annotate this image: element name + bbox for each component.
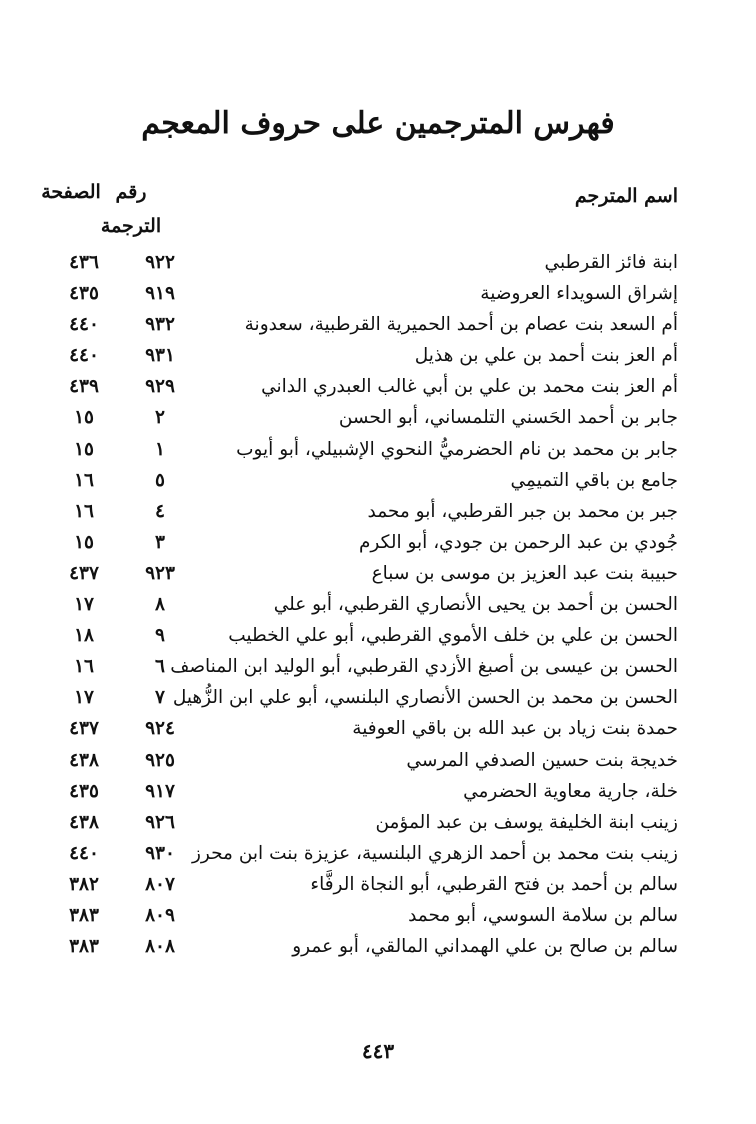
index-entry <box>0 434 756 465</box>
index-entry <box>0 309 756 340</box>
entry-number: ٩٢٢ <box>145 252 175 273</box>
entry-name: خلة، جارية معاوية الحضرمي <box>463 780 678 802</box>
entry-number: ٣ <box>155 531 165 553</box>
entry-page: ٤٣٧ <box>69 718 99 740</box>
index-entry <box>0 776 756 807</box>
entry-page: ٤٣٨ <box>69 811 99 833</box>
index-entry <box>0 527 756 558</box>
index-entry <box>0 247 756 278</box>
entry-name: الحسن بن علي بن خلف الأموي القرطبي، أبو علي الخطيب <box>228 625 678 647</box>
entry-page: ١٥ <box>74 531 94 553</box>
index-entry <box>0 402 756 433</box>
entry-name: زينب بنت محمد بن أحمد الزهري البلنسية، عزيزة بنت ابن محرز <box>191 842 678 864</box>
index-entry <box>0 931 756 962</box>
entry-number: ١ <box>155 438 165 460</box>
index-entry <box>0 807 756 838</box>
entry-name: أم العز بنت أحمد بن علي بن هذيل <box>414 345 678 367</box>
index-entry <box>0 900 756 931</box>
index-entry <box>0 682 756 713</box>
index-entry <box>0 651 756 682</box>
entry-number: ٨٠٩ <box>145 904 175 926</box>
entry-number: ٩٢٣ <box>145 562 175 584</box>
entry-number: ٨ <box>155 594 165 616</box>
index-entry <box>0 340 756 371</box>
entry-name: حمدة بنت زياد بن عبد الله بن باقي العوفية <box>352 718 678 740</box>
entry-name: جامع بن باقي التميمِي <box>510 469 678 491</box>
entry-name: ابنة فائز القرطبي <box>544 252 678 273</box>
entry-name: جابر بن أحمد الحَسني التلمساني، أبو الحسن <box>338 407 678 429</box>
entry-name: سالم بن صالح بن علي الهمداني المالقي، أبو عمرو <box>292 936 678 958</box>
entry-number: ٩١٧ <box>145 780 175 802</box>
entry-name: خديجة بنت حسين الصدفي المرسي <box>406 749 678 771</box>
entry-page: ١٥ <box>74 407 94 429</box>
entry-name: الحسن بن محمد بن الحسن الأنصاري البلنسي، أبو علي ابن الزُّهيل <box>172 687 678 709</box>
entry-page: ٣٨٣ <box>69 936 99 958</box>
entry-name: حبيبة بنت عبد العزيز بن موسى بن سباع <box>371 562 678 584</box>
entry-number: ٧ <box>155 687 165 709</box>
index-entry <box>0 713 756 744</box>
entry-name: جابر بن محمد بن نام الحضرميُّ النحوي الإشبيلي، أبو أيوب <box>236 438 678 460</box>
index-entry <box>0 745 756 776</box>
entry-page: ١٨ <box>74 625 94 647</box>
entry-page: ٤٣٨ <box>69 749 99 771</box>
index-entry <box>0 278 756 309</box>
entry-name: إشراق السويداء العروضية <box>480 283 678 305</box>
entry-page: ٣٨٣ <box>69 904 99 926</box>
entry-number: ٩٢٦ <box>145 811 175 833</box>
entry-page: ١٥ <box>74 438 94 460</box>
entry-page: ٤٤٠ <box>69 842 99 864</box>
entry-number: ٩٣١ <box>145 345 175 367</box>
entry-page: ٤٣٧ <box>69 562 99 584</box>
entry-name: جبر بن محمد بن جبر القرطبي، أبو محمد <box>367 500 678 522</box>
entry-page: ٤٣٥ <box>69 780 99 802</box>
entry-number: ٨٠٨ <box>145 936 175 958</box>
entry-number: ٩٣٢ <box>145 314 175 336</box>
entry-number: ٩٢٥ <box>145 749 175 771</box>
entry-page: ٣٨٢ <box>69 873 99 895</box>
index-entry <box>0 558 756 589</box>
index-list <box>0 247 756 962</box>
entry-name: سالم بن أحمد بن فتح القرطبي، أبو النجاة الرفَّاء <box>310 873 678 895</box>
entry-name: الحسن بن عيسى بن أصبغ الأزدي القرطبي، أبو الوليد ابن المناصف <box>170 656 678 678</box>
entry-number: ٩٢٤ <box>145 718 175 740</box>
entry-name: الحسن بن أحمد بن يحيى الأنصاري القرطبي، أبو علي <box>273 594 678 616</box>
entry-page: ٤٤٠ <box>69 345 99 367</box>
index-entry <box>0 589 756 620</box>
entry-page: ١٧ <box>74 594 94 616</box>
column-header-page: الصفحة <box>41 181 101 203</box>
entry-number: ٩ <box>155 625 165 647</box>
entry-name: أم العز بنت محمد بن علي بن أبي غالب العبدري الداني <box>261 376 678 398</box>
entry-page: ١٧ <box>74 687 94 709</box>
column-header-name: اسم المترجم <box>574 185 678 207</box>
entry-number: ٤ <box>155 500 165 522</box>
entry-number: ٢ <box>155 407 165 429</box>
entry-page: ١٦ <box>74 656 94 678</box>
entry-name: سالم بن سلامة السوسي، أبو محمد <box>408 904 678 926</box>
index-entry <box>0 838 756 869</box>
index-entry <box>0 869 756 900</box>
index-entry <box>0 371 756 402</box>
entry-number: ٦ <box>155 656 165 678</box>
entry-page: ٤٣٥ <box>69 283 99 305</box>
entry-name: زينب ابنة الخليفة يوسف بن عبد المؤمن <box>375 811 678 833</box>
entry-number: ٩١٩ <box>145 283 175 305</box>
entry-name: أم السعد بنت عصام بن أحمد الحميرية القرطبية، سعدونة <box>244 314 678 336</box>
entry-number: ٩٢٩ <box>145 376 175 398</box>
index-entry <box>0 620 756 651</box>
index-entry <box>0 496 756 527</box>
page-title: فهرس المترجمين على حروف المعجم <box>141 106 615 141</box>
entry-page: ٤٣٩ <box>69 376 99 398</box>
entry-name: جُودي بن عبد الرحمن بن جودي، أبو الكرم <box>358 531 678 553</box>
page-number: ٤٤٣ <box>361 1039 395 1063</box>
entry-page: ٤٤٠ <box>69 314 99 336</box>
entry-page: ١٦ <box>74 500 94 522</box>
entry-number: ٩٣٠ <box>145 842 175 864</box>
entry-number: ٥ <box>155 469 165 491</box>
entry-page: ١٦ <box>74 469 94 491</box>
entry-page: ٤٣٦ <box>69 252 99 273</box>
entry-number: ٨٠٧ <box>145 873 175 895</box>
column-header-number: رقم الترجمة <box>100 181 162 237</box>
index-entry <box>0 465 756 496</box>
